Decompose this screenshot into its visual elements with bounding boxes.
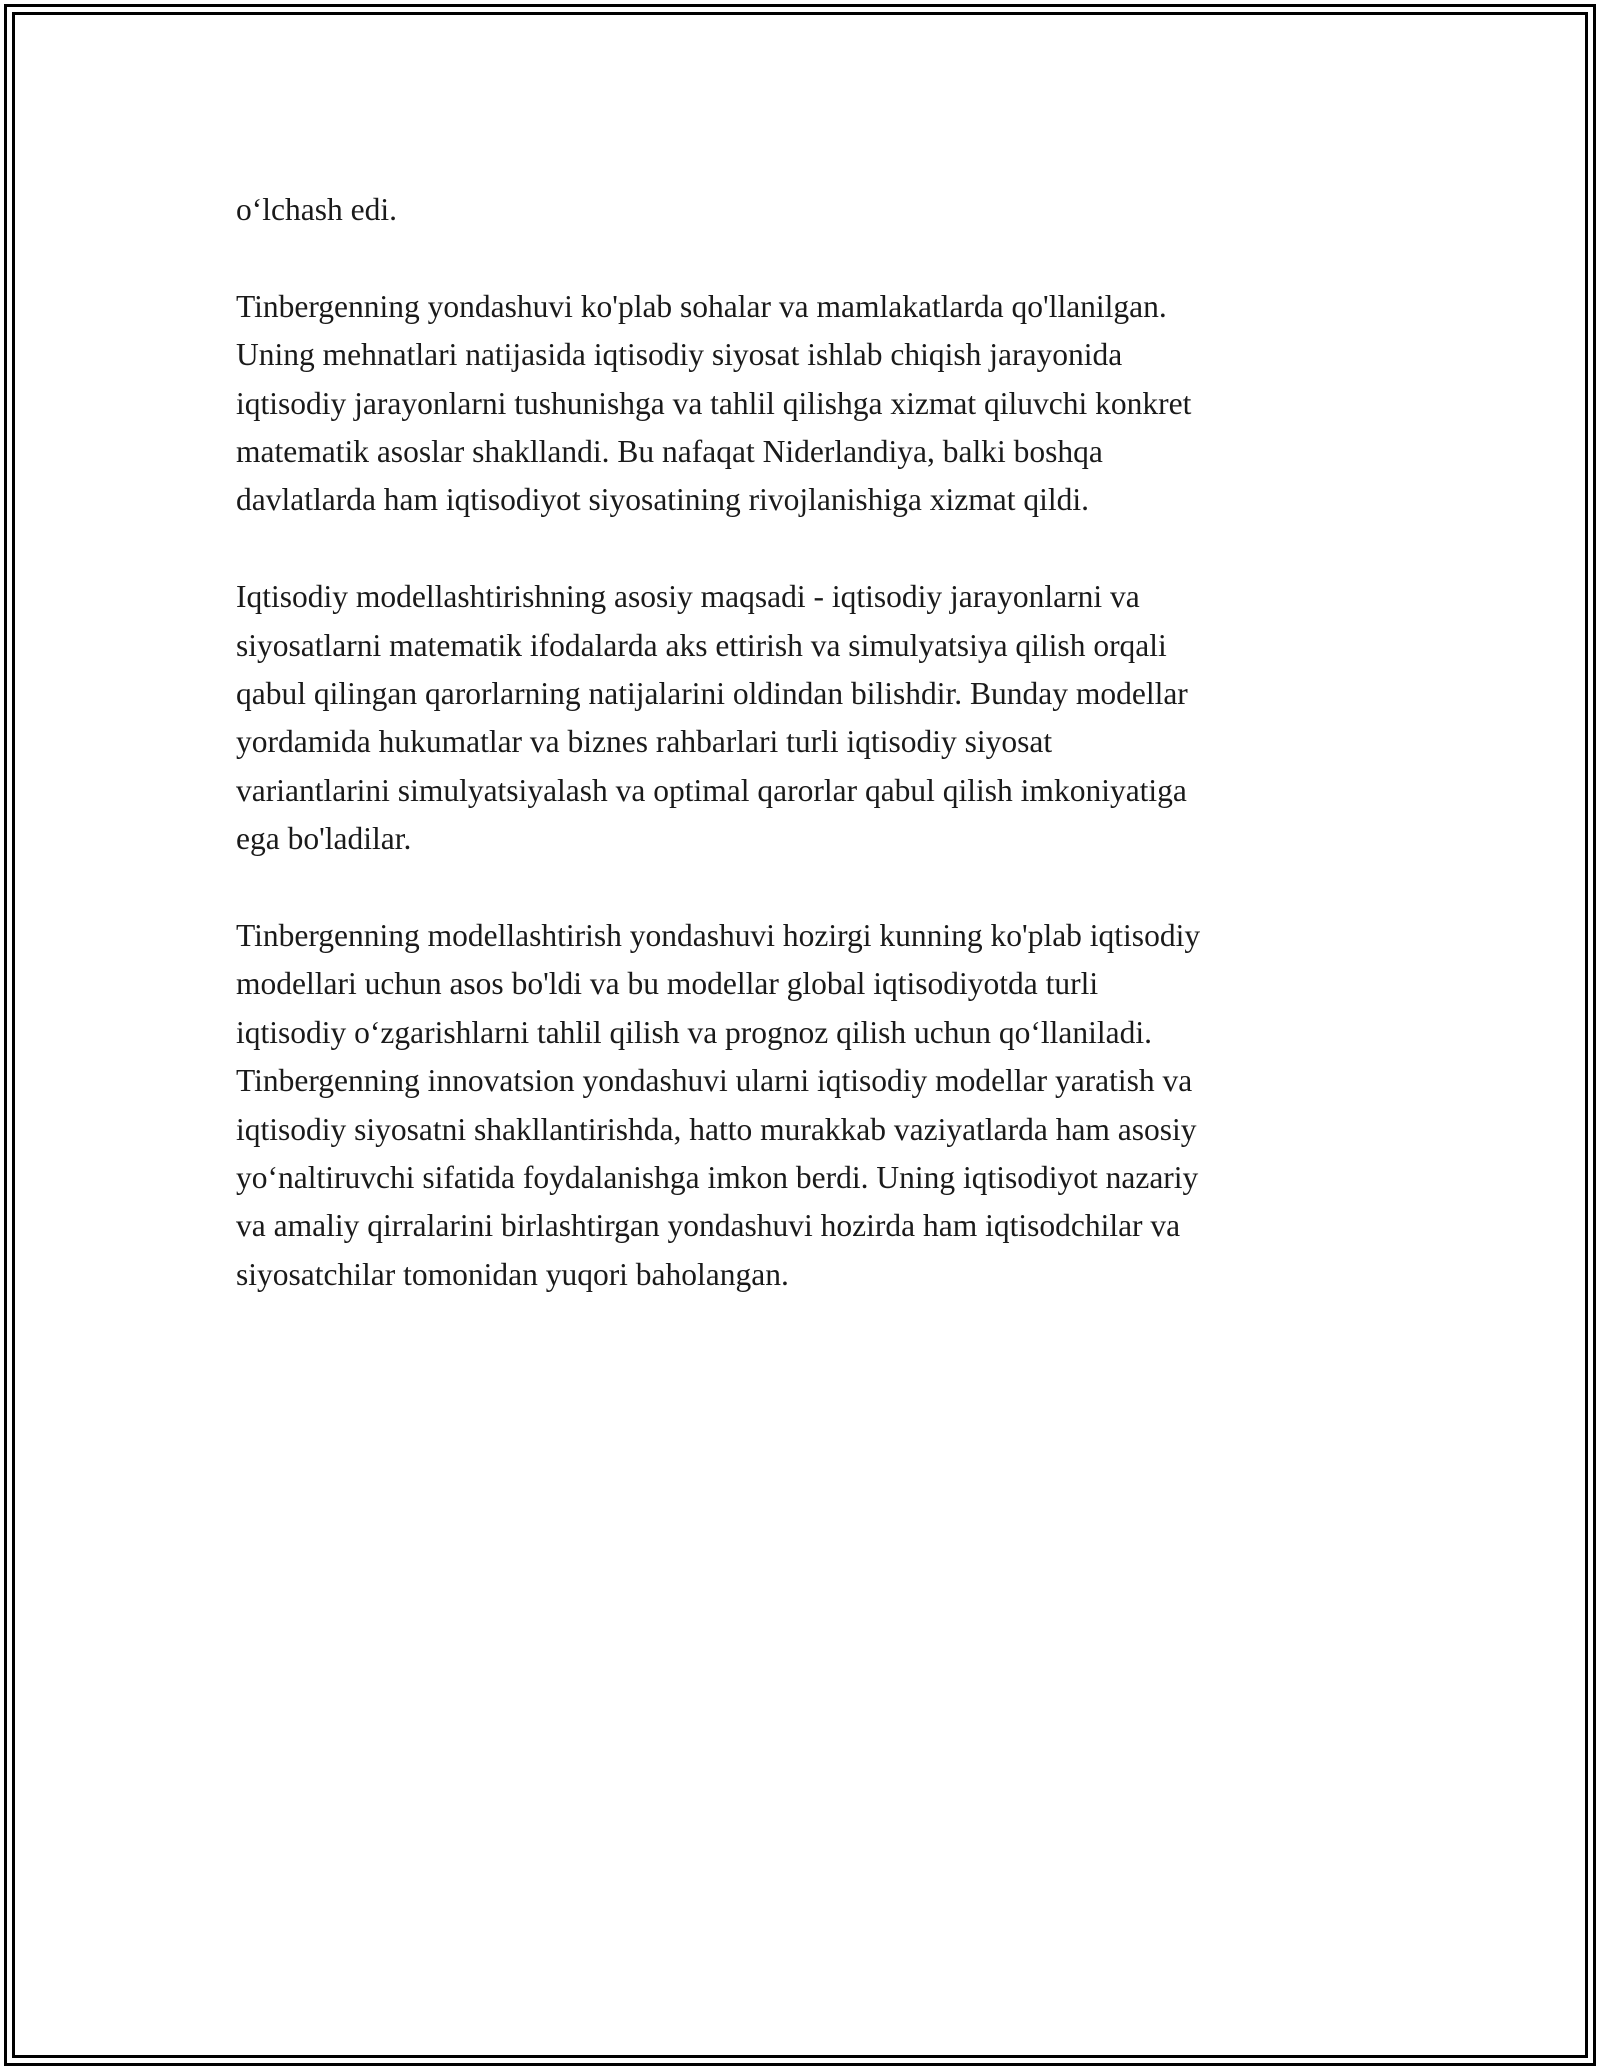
document-body bbox=[236, 186, 1376, 1348]
text-line: iqtisodiy o‘zgarishlarni tahlil qilish va prognoz qilish uchun qo‘llaniladi. bbox=[236, 1014, 1152, 1050]
text-line: yo‘naltiruvchi sifatida foydalanishga imkon berdi. Uning iqtisodiyot nazariy bbox=[236, 1160, 1199, 1196]
text-line: davlatlarda ham iqtisodiyot siyosatining rivojlanishiga xizmat qildi. bbox=[236, 482, 1089, 518]
text-line: siyosatlarni matematik ifodalarda aks ettirish va simulyatsiya qilish orqali bbox=[236, 627, 1167, 663]
text-line: iqtisodiy siyosatni shakllantirishda, hatto murakkab vaziyatlarda ham asosiy bbox=[236, 1111, 1197, 1147]
text-line: iqtisodiy jarayonlarni tushunishga va tahlil qilishga xizmat qiluvchi konkret bbox=[236, 385, 1192, 421]
text-line: Tinbergenning innovatsion yondashuvi ularni iqtisodiy modellar yaratish va bbox=[236, 1063, 1193, 1099]
text-line: Tinbergenning modellashtirish yondashuvi hozirgi kunning ko'plab iqtisodiy bbox=[236, 918, 1201, 954]
text-line: variantlarini simulyatsiyalash va optimal qarorlar qabul qilish imkoniyatiga bbox=[236, 772, 1187, 808]
text-line: ega bo'ladilar. bbox=[236, 821, 412, 857]
paragraph-4 bbox=[236, 912, 1376, 1299]
text-line: va amaliy qirralarini birlashtirgan yondashuvi hozirda ham iqtisodchilar va bbox=[236, 1208, 1181, 1244]
text-line: qabul qilingan qarorlarning natijalarini oldindan bilishdir. Bunday modellar bbox=[236, 676, 1188, 712]
text-line: o‘lchash edi. bbox=[236, 192, 397, 227]
paragraph-2 bbox=[236, 283, 1376, 525]
text-line: modellari uchun asos bo'ldi va bu modellar global iqtisodiyotda turli bbox=[236, 966, 1099, 1002]
paragraph-3 bbox=[236, 573, 1376, 863]
paragraph-1 bbox=[236, 186, 1376, 234]
text-line: Tinbergenning yondashuvi ko'plab sohalar va mamlakatlarda qo'llanilgan. bbox=[236, 288, 1167, 324]
text-line: Iqtisodiy modellashtirishning asosiy maqsadi - iqtisodiy jarayonlarni va bbox=[236, 579, 1140, 615]
text-line: matematik asoslar shakllandi. Bu nafaqat Niderlandiya, balki boshqa bbox=[236, 434, 1103, 470]
text-line: yordamida hukumatlar va biznes rahbarlari turli iqtisodiy siyosat bbox=[236, 724, 1053, 760]
text-line: siyosatchilar tomonidan yuqori baholangan. bbox=[236, 1256, 789, 1292]
text-line: Uning mehnatlari natijasida iqtisodiy siyosat ishlab chiqish jarayonida bbox=[236, 337, 1123, 373]
